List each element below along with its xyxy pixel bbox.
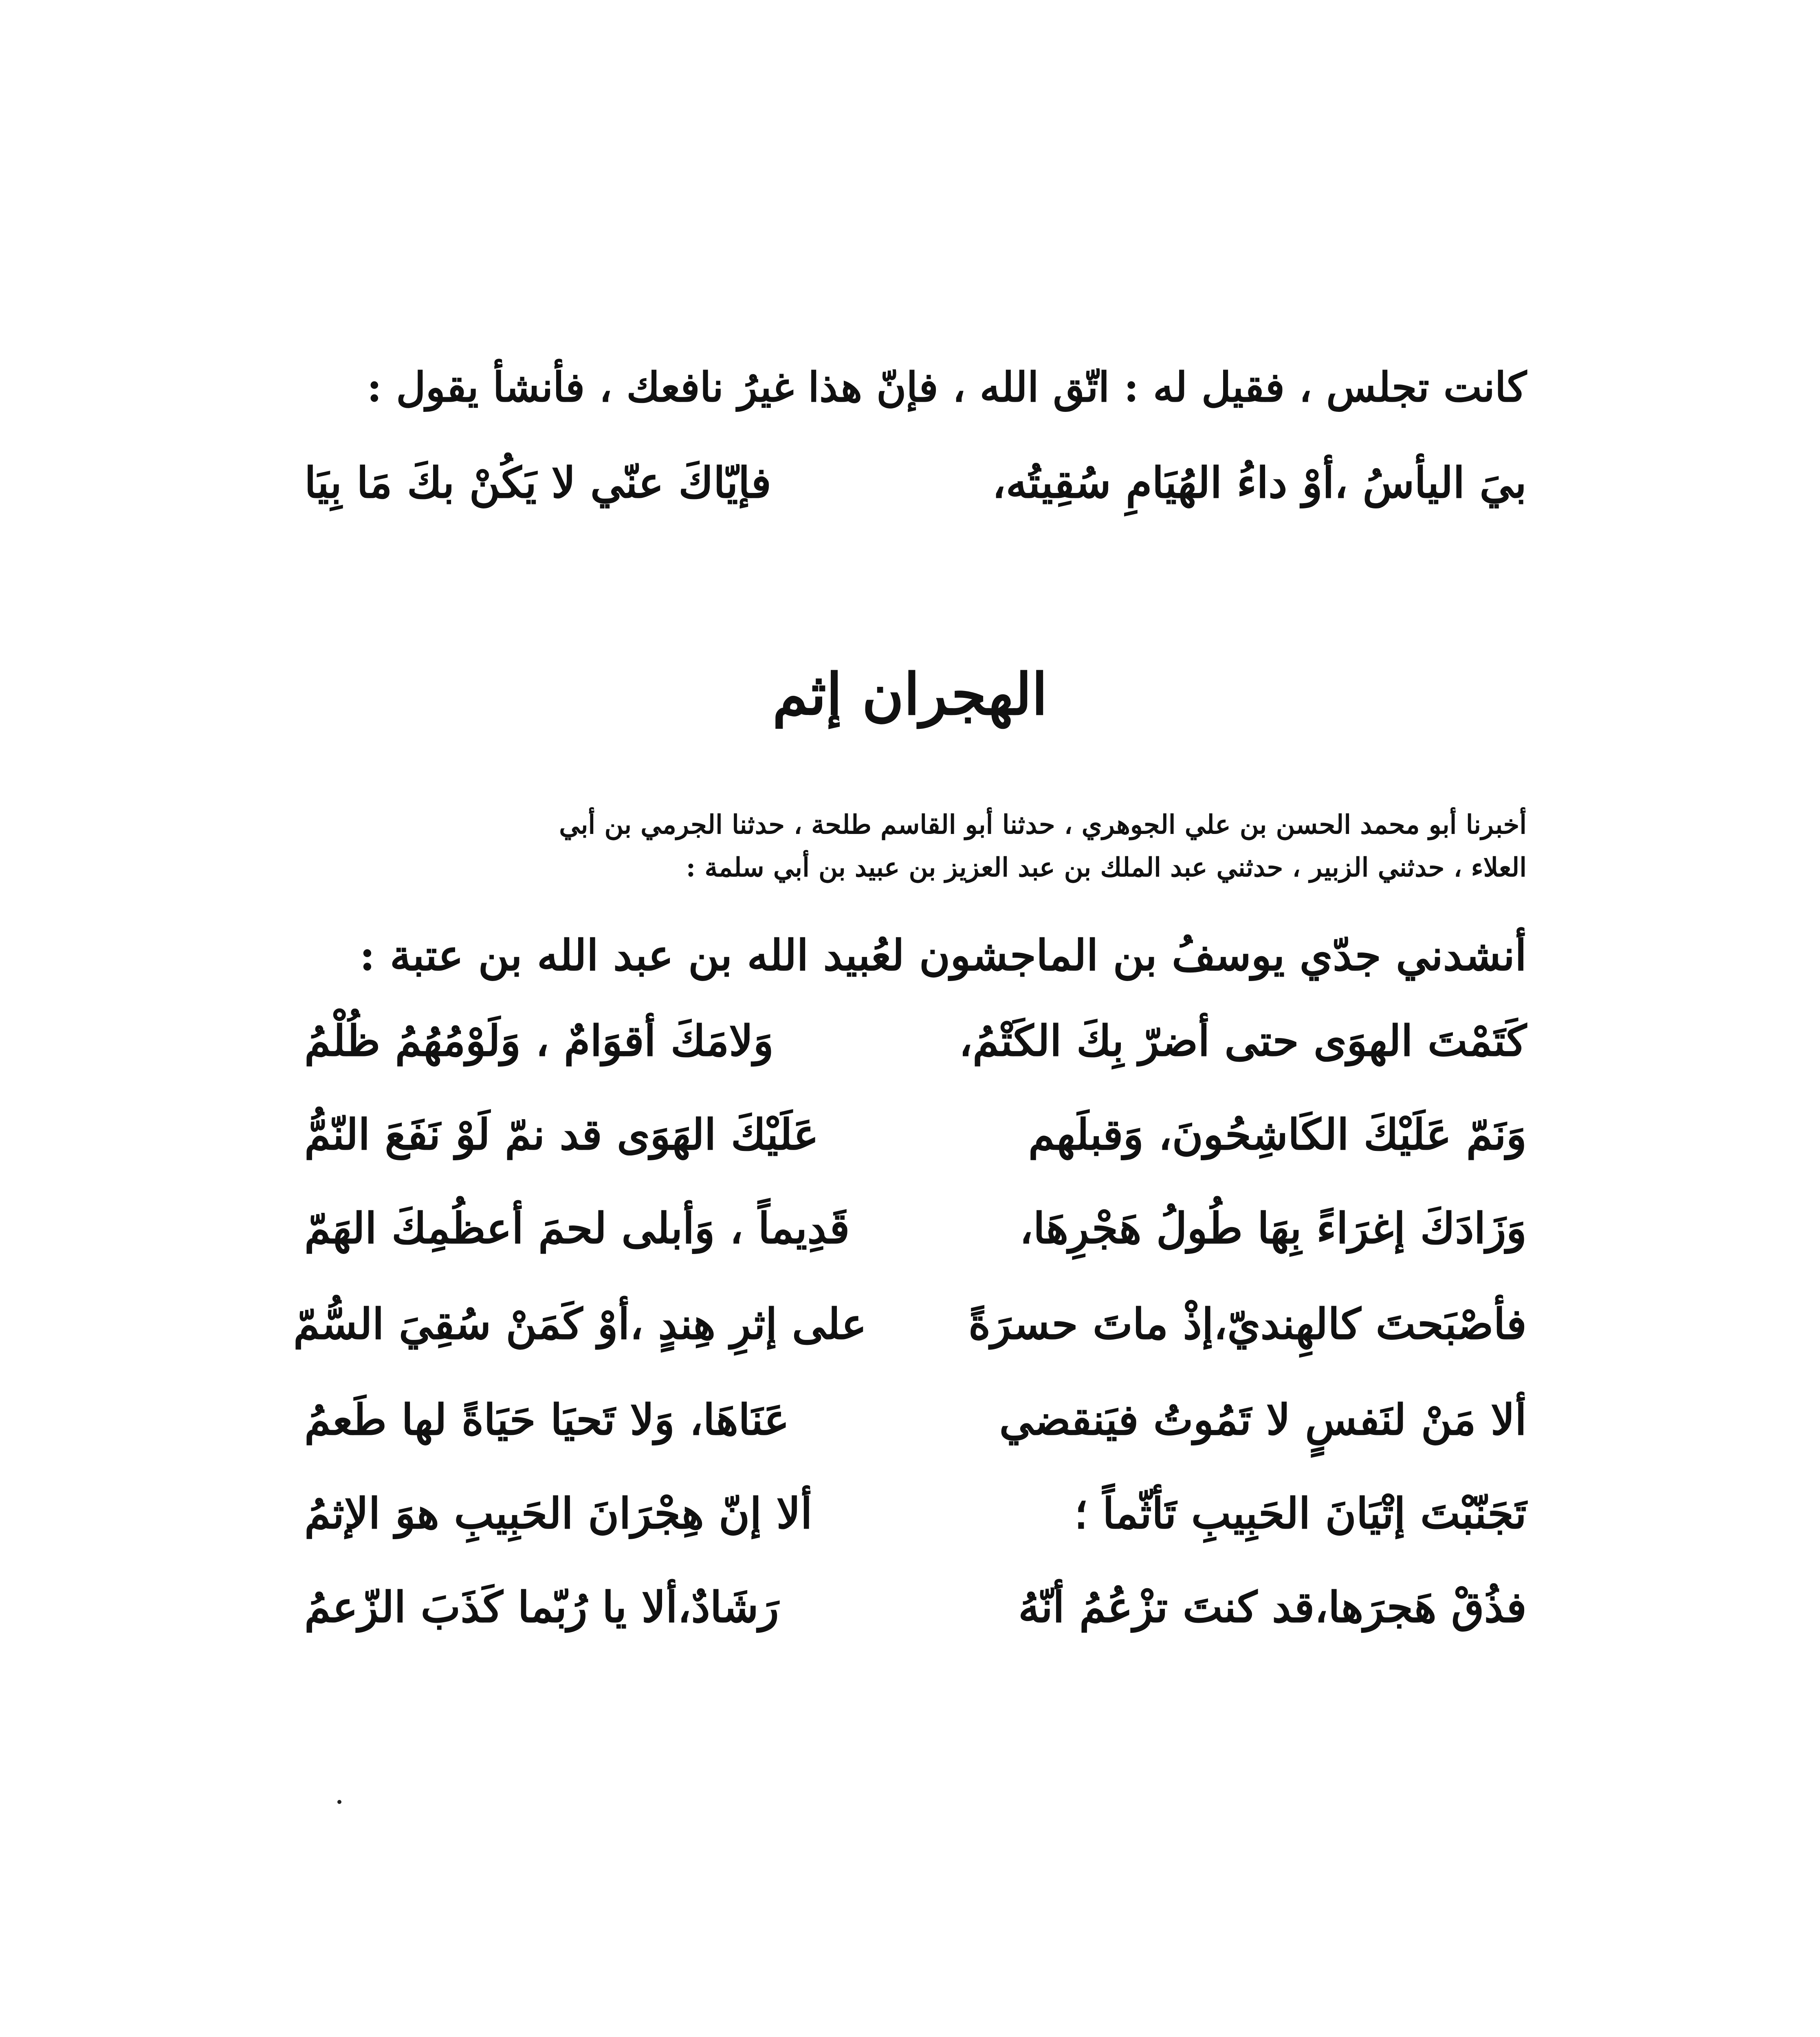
verse-second-hemistich: فإيّاكَ عنّي لا يَكُنْ بكَ مَا بِيَا — [304, 458, 771, 508]
verse-second-hemistich: رَشَادٌ،ألا يا رُبّما كَذَبَ الزّعمُ — [304, 1582, 779, 1632]
prose-line: كانت تجلس ، فقيل له : اتّق الله ، فإنّ هذا غيرُ نافعك ، فأنشأ يقول : — [367, 363, 1527, 411]
verse-second-hemistich: عَنَاهَا، وَلا تَحيَا حَيَاةً لها طَعمُ — [304, 1395, 790, 1445]
verse-line — [293, 1289, 1527, 1359]
verse-first-hemistich: تَجَنّبْتَ إتْيَانَ الحَبِيبِ تَأثّماً ؛ — [1074, 1488, 1527, 1538]
section-title: الهجران إثم — [772, 661, 1048, 728]
verse-first-hemistich: ألا مَنْ لنَفسٍ لا تَمُوتُ فيَنقضي — [999, 1395, 1527, 1445]
stray-dot — [337, 1800, 341, 1804]
verse-first-hemistich: وَزَادَكَ إغرَاءً بِهَا طُولُ هَجْرِهَا، — [1019, 1203, 1527, 1253]
verse-first-hemistich: فذُقْ هَجرَها،قد كنتَ تزْعُمُ أنّهُ — [1018, 1582, 1527, 1632]
verse-second-hemistich: قَدِيماً ، وَأبلى لحمَ أعظُمِكَ الهَمّ — [304, 1203, 850, 1253]
verse-line — [304, 1479, 1527, 1548]
verse-second-hemistich: عَلَيْكَ الهَوَى قد نمّ لَوْ نَفَعَ النّمُّ — [304, 1109, 819, 1159]
verse-line — [304, 1573, 1527, 1642]
verse-line — [304, 1385, 1527, 1454]
verse-first-hemistich: بيَ اليأسُ ،أوْ داءُ الهُيَامِ سُقِيتُه، — [992, 458, 1527, 508]
verse-first-hemistich: كَتَمْتَ الهوَى حتى أضرّ بِكَ الكَتْمُ، — [959, 1016, 1527, 1066]
verse-line-top — [304, 448, 1527, 517]
isnad-line: العلاء ، حدثني الزبير ، حدثني عبد الملك بن عبد العزيز بن عبيد بن أبي سلمة : — [686, 852, 1527, 883]
verse-intro: أنشدني جدّي يوسفُ بن الماجشون لعُبيد الله بن عبد الله بن عتبة : — [359, 930, 1527, 980]
verse-second-hemistich: وَلامَكَ أقوَامٌ ، وَلَوْمُهُمُ ظُلْمُ — [304, 1016, 774, 1066]
verse-line — [304, 1194, 1527, 1263]
verse-first-hemistich: فأصْبَحتَ كالهِنديّ،إذْ ماتَ حسرَةً — [968, 1299, 1527, 1349]
verse-second-hemistich: على إثرِ هِندٍ ،أوْ كَمَنْ سُقِيَ السُّمّ — [293, 1299, 867, 1349]
verse-second-hemistich: ألا إنّ هِجْرَانَ الحَبِيبِ هوَ الإثمُ — [304, 1488, 812, 1538]
verse-line — [304, 1100, 1527, 1169]
verse-first-hemistich: وَنَمّ عَلَيْكَ الكَاشِحُونَ، وَقبلَهم — [1028, 1109, 1527, 1159]
isnad-line: أخبرنا أبو محمد الحسن بن علي الجوهري ، حدثنا أبو القاسم طلحة ، حدثنا الجرمي بن أبي — [559, 810, 1527, 840]
verse-line — [304, 1006, 1527, 1076]
